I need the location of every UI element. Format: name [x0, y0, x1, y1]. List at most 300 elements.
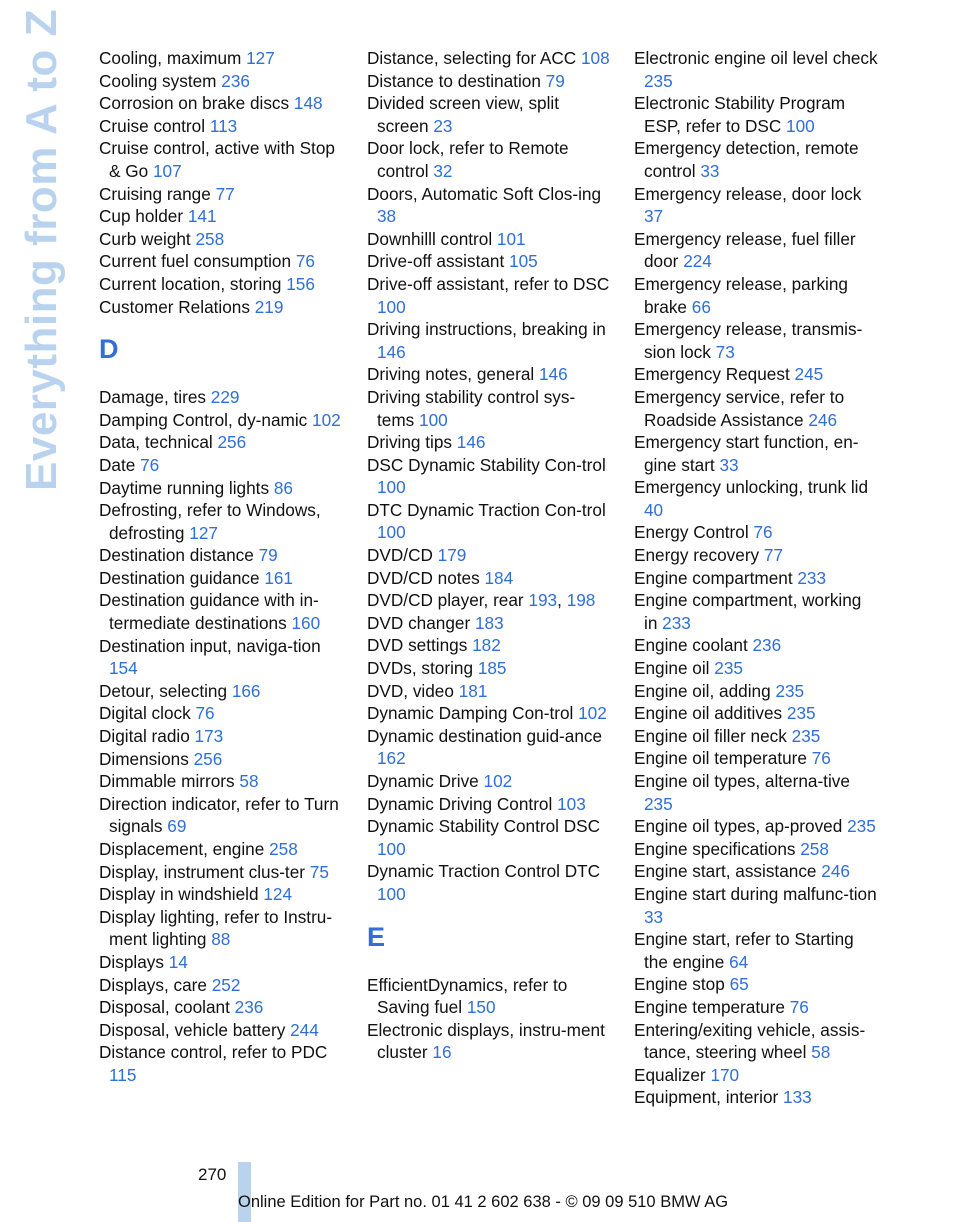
- index-entry: [99, 137, 344, 182]
- index-entry-term: EfficientDynamics, refer to Saving fuel: [367, 974, 568, 1018]
- index-entry-term: Engine oil temperature: [634, 748, 807, 769]
- index-entry: [634, 747, 879, 770]
- index-entry-term: Emergency detection, remote control: [634, 138, 859, 181]
- index-entry: [634, 770, 879, 815]
- page-link[interactable]: 252: [211, 974, 241, 995]
- index-entry-term: Emergency Request: [634, 364, 790, 385]
- page-link[interactable]: 77: [215, 183, 235, 204]
- page-number: 270: [198, 1165, 227, 1184]
- page-link[interactable]: 233: [797, 567, 827, 588]
- index-entry-term: Equipment, interior: [634, 1087, 779, 1108]
- page-link[interactable]: 244: [290, 1019, 319, 1040]
- index-entry-term: Dynamic Driving Control: [367, 793, 553, 814]
- page-link[interactable]: 64: [729, 951, 749, 972]
- page-link[interactable]: 79: [258, 545, 278, 566]
- index-entry-term: Dynamic destination guid-ance: [367, 725, 603, 746]
- page-link[interactable]: 235: [714, 658, 743, 679]
- index-entry: [367, 725, 612, 770]
- page-link[interactable]: 235: [644, 70, 673, 91]
- index-entry: [367, 454, 612, 499]
- page-link[interactable]: 101: [496, 228, 526, 249]
- index-entry-term: Distance, selecting for ACC: [367, 48, 577, 68]
- index-entry-term: Detour, selecting: [99, 680, 228, 701]
- page-link[interactable]: 76: [789, 996, 809, 1017]
- page-link[interactable]: 23: [433, 115, 453, 136]
- page-link[interactable]: 32: [433, 160, 453, 181]
- page-link[interactable]: 58: [811, 1042, 831, 1063]
- index-entry: [634, 1019, 879, 1064]
- page-link[interactable]: 235: [791, 725, 821, 746]
- page-link[interactable]: 179: [437, 545, 467, 566]
- index-entry-term: Door lock, refer to Remote control: [367, 138, 569, 181]
- index-entry: [634, 521, 879, 544]
- page-link[interactable]: 246: [808, 409, 838, 430]
- index-entry: [99, 974, 344, 997]
- page-link[interactable]: 150: [466, 997, 496, 1018]
- index-entry-term: Energy Control: [634, 522, 749, 543]
- page-link[interactable]: 235: [786, 703, 816, 724]
- index-entry: [99, 499, 344, 544]
- index-entry-term: Driving notes, general: [367, 364, 535, 385]
- index-entry-term: Energy recovery: [634, 545, 760, 566]
- index-entry: [367, 634, 612, 657]
- index-entry-term: DTC Dynamic Traction Con-trol: [367, 499, 606, 520]
- page-link[interactable]: 75: [309, 861, 329, 882]
- page-link[interactable]: 185: [477, 658, 507, 679]
- index-entry-term: Engine oil types, ap-proved: [634, 816, 843, 837]
- index-entry: [99, 296, 344, 319]
- side-tab-label: Everything from A to Z: [17, 9, 67, 491]
- index-entry: [99, 431, 344, 454]
- index-entry: [99, 183, 344, 206]
- index-entry: [99, 906, 344, 951]
- index-entry: [367, 793, 612, 816]
- page-link[interactable]: 113: [209, 115, 238, 136]
- index-entry: [634, 838, 879, 861]
- page-link[interactable]: 193: [528, 590, 558, 611]
- index-entry-term: Cruising range: [99, 183, 211, 204]
- index-entry-term: Daytime running lights: [99, 477, 270, 498]
- index-entry-term: Emergency release, transmis-sion lock: [634, 319, 863, 362]
- index-entry-term: Disposal, coolant: [99, 997, 230, 1018]
- page-link[interactable]: 219: [254, 296, 284, 317]
- page-link[interactable]: 236: [752, 635, 782, 656]
- index-entry: [367, 250, 612, 273]
- index-entry: [634, 680, 879, 703]
- page-link[interactable]: 162: [377, 748, 406, 769]
- index-entry-term: Electronic displays, instru-ment cluster: [367, 1019, 605, 1063]
- page-link[interactable]: 115: [109, 1064, 137, 1085]
- page-link[interactable]: 245: [794, 364, 824, 385]
- index-entry-term: Engine oil: [634, 658, 710, 679]
- index-entry: [367, 770, 612, 793]
- index-entry: [99, 996, 344, 1019]
- index-entry-term: DSC Dynamic Stability Con-trol: [367, 454, 606, 475]
- page-link[interactable]: 86: [273, 477, 293, 498]
- index-entry: [99, 589, 344, 634]
- index-entry: [99, 47, 344, 70]
- page-link[interactable]: 107: [152, 160, 182, 181]
- page-link[interactable]: 170: [710, 1064, 740, 1085]
- page-link[interactable]: 65: [729, 974, 749, 995]
- page-link[interactable]: 14: [168, 951, 188, 972]
- edition-footer: Online Edition for Part no. 01 41 2 602 638 - © 09 09 510 BMW AG: [238, 1193, 729, 1211]
- index-entry-term: Distance control, refer to PDC: [99, 1042, 328, 1063]
- index-entry-term: Displays, care: [99, 974, 207, 995]
- page-link[interactable]: 76: [140, 454, 160, 475]
- index-entry: [99, 1019, 344, 1042]
- page-link[interactable]: 33: [700, 160, 720, 181]
- page-link[interactable]: 33: [719, 454, 739, 475]
- page-link[interactable]: 37: [644, 206, 664, 227]
- index-entry: [634, 1064, 879, 1087]
- index-entry: [99, 838, 344, 861]
- index-entry: [634, 1086, 879, 1109]
- index-entry: [634, 815, 879, 838]
- index-entry-term: Displays: [99, 951, 164, 972]
- index-entry: [634, 431, 879, 476]
- page-link[interactable]: 258: [269, 839, 298, 859]
- page-link[interactable]: 173: [194, 726, 224, 747]
- index-letter-heading: D: [99, 334, 119, 365]
- index-entry: [367, 860, 612, 905]
- page-link[interactable]: 40: [644, 499, 664, 520]
- index-entry-term: Equalizer: [634, 1064, 706, 1085]
- section-side-tab: [17, 9, 67, 491]
- index-entry-term: Current location, storing: [99, 273, 282, 294]
- page-link[interactable]: 58: [239, 771, 259, 792]
- page-link[interactable]: 102: [483, 771, 513, 791]
- index-entry: [99, 1041, 344, 1086]
- page-link[interactable]: 236: [221, 70, 250, 91]
- index-entry-term: Emergency release, parking brake: [634, 273, 848, 317]
- page-link[interactable]: 108: [581, 48, 610, 68]
- index-entry-term: Engine start, refer to Starting the engine: [634, 929, 854, 972]
- index-entry-term: Engine start during malfunc-tion: [634, 883, 877, 904]
- index-entry-term: Damage, tires: [99, 387, 206, 408]
- index-entry: [367, 273, 612, 318]
- page-link[interactable]: 233: [662, 612, 691, 633]
- index-entry-term: Divided screen view, split screen: [367, 93, 560, 136]
- index-entry-term: Engine stop: [634, 974, 725, 995]
- index-entry: [634, 318, 879, 363]
- index-entry: [99, 250, 344, 273]
- index-entry-term: Engine temperature: [634, 996, 785, 1017]
- page-link[interactable]: 236: [234, 997, 264, 1018]
- page-link[interactable]: 182: [472, 635, 501, 656]
- index-entry-term: Engine specifications: [634, 838, 796, 859]
- page-link[interactable]: 148: [293, 93, 323, 114]
- index-entry-term: Emergency release, fuel filler door: [634, 228, 856, 272]
- index-entry: [634, 183, 879, 228]
- index-entry: [634, 973, 879, 996]
- page-link[interactable]: 235: [644, 793, 673, 814]
- page-link[interactable]: 154: [109, 658, 138, 679]
- index-entry-term: Electronic engine oil level check: [634, 48, 878, 68]
- page-link[interactable]: 100: [786, 115, 815, 136]
- index-entry: DVD/CD player, rear 193, 198: [367, 590, 596, 611]
- index-entry: [634, 273, 879, 318]
- index-entry: [99, 702, 344, 725]
- index-entry: [99, 409, 344, 432]
- page-link[interactable]: 100: [377, 296, 406, 317]
- index-entry-term: Engine start, assistance: [634, 861, 817, 882]
- index-entry-term: Display, instrument clus-ter: [99, 861, 305, 882]
- page-link[interactable]: 38: [377, 206, 397, 227]
- page-link[interactable]: 100: [377, 522, 406, 543]
- index-entry-term: Emergency start function, en-gine start: [634, 432, 859, 475]
- index-entry: [99, 748, 344, 771]
- index-entry-term: Cup holder: [99, 206, 184, 227]
- page-link[interactable]: 235: [775, 680, 805, 701]
- index-entry-term: Defrosting, refer to Windows, defrosting: [99, 500, 321, 543]
- index-entry-term: Emergency service, refer to Roadside Assistance: [634, 386, 845, 430]
- index-entry-term: Cruise control, active with Stop & Go: [99, 138, 335, 181]
- index-entry-term: Engine compartment, working in: [634, 590, 862, 633]
- index-entry: [367, 1019, 612, 1064]
- page-link[interactable]: 16: [432, 1042, 452, 1063]
- index-entry: [99, 951, 344, 974]
- index-entry: [367, 47, 612, 70]
- index-entry-term: Corrosion on brake discs: [99, 93, 290, 114]
- index-entry-term: Distance to destination: [367, 70, 541, 91]
- index-entry-term: Driving stability control sys-tems: [367, 386, 576, 430]
- index-entry: [634, 386, 879, 431]
- index-entry: [367, 92, 612, 137]
- index-entry: [634, 928, 879, 973]
- index-entry: [99, 273, 344, 296]
- index-entry: [634, 476, 879, 521]
- index-entry: [634, 567, 879, 590]
- index-entry: [634, 228, 879, 273]
- index-entry-term: Engine compartment: [634, 567, 793, 588]
- index-entry-term: Engine oil additives: [634, 703, 783, 724]
- index-entry-term: Display in windshield: [99, 884, 259, 905]
- page-link[interactable]: 235: [847, 816, 876, 837]
- page-link[interactable]: 100: [377, 477, 406, 498]
- page-link[interactable]: 102: [578, 703, 607, 724]
- index-entry: [367, 363, 612, 386]
- index-entry: [634, 363, 879, 386]
- index-entry: [99, 770, 344, 793]
- index-entry: [99, 454, 344, 477]
- index-entry-term: DVD settings: [367, 635, 468, 656]
- page-link[interactable]: 127: [189, 522, 218, 543]
- index-entry-term: DVD/CD: [367, 545, 433, 566]
- page-link[interactable]: 103: [557, 793, 586, 814]
- index-entry: [99, 477, 344, 500]
- index-entry-term: Downhilll control: [367, 228, 493, 249]
- index-column-1: [99, 47, 344, 1087]
- index-entry-term: Destination guidance with in-termediate destinations: [99, 590, 319, 634]
- page-link[interactable]: 76: [295, 251, 315, 272]
- index-entry-term: Engine oil, adding: [634, 680, 771, 701]
- page-link[interactable]: 258: [195, 228, 225, 249]
- page-link[interactable]: 33: [644, 906, 664, 927]
- page-link[interactable]: 198: [566, 590, 596, 611]
- index-entry: [367, 318, 612, 363]
- page-link[interactable]: 100: [419, 409, 448, 430]
- index-entry-term: Engine oil types, alterna-tive: [634, 771, 850, 791]
- page-link[interactable]: 146: [538, 364, 568, 385]
- page-link[interactable]: 256: [193, 748, 223, 769]
- page-link[interactable]: 141: [187, 206, 217, 227]
- index-entry: [367, 567, 612, 590]
- index-entry: [367, 137, 612, 182]
- index-entry: [99, 92, 344, 115]
- page-link[interactable]: 161: [264, 567, 293, 588]
- index-entry: [99, 544, 344, 567]
- index-entry: [634, 725, 879, 748]
- index-entry: [367, 657, 612, 680]
- page-link[interactable]: 88: [211, 929, 231, 950]
- index-entry-term: Disposal, vehicle battery: [99, 1019, 286, 1040]
- index-entry: [634, 702, 879, 725]
- page-link[interactable]: 76: [195, 703, 215, 724]
- index-entry-term: Cooling, maximum: [99, 48, 242, 68]
- page-link[interactable]: 124: [263, 884, 293, 905]
- index-entry: [367, 612, 612, 635]
- index-entry: [634, 860, 879, 883]
- page-link[interactable]: 224: [683, 251, 712, 272]
- index-entry: [367, 70, 612, 93]
- index-entry-term: Damping Control, dy-namic: [99, 409, 308, 430]
- index-column-2: [367, 47, 612, 1064]
- page-link[interactable]: 105: [509, 251, 538, 272]
- index-entry-term: DVD, video: [367, 680, 454, 701]
- page-link[interactable]: 100: [377, 838, 406, 859]
- index-entry: [367, 499, 612, 544]
- index-entry-term: Dimensions: [99, 748, 189, 769]
- page-link[interactable]: 79: [545, 70, 565, 91]
- page-link[interactable]: 100: [377, 883, 406, 904]
- index-entry-term: Current fuel consumption: [99, 251, 292, 272]
- page-link[interactable]: 160: [291, 613, 321, 634]
- index-entry: [367, 680, 612, 703]
- index-entry: [634, 47, 879, 92]
- index-entry-term: Dimmable mirrors: [99, 771, 235, 792]
- page-link[interactable]: 183: [474, 612, 504, 633]
- index-entry-term: Display lighting, refer to Instru-ment lighting: [99, 906, 333, 950]
- index-entry: [99, 725, 344, 748]
- page-link[interactable]: 146: [377, 341, 406, 362]
- index-entry: [367, 702, 612, 725]
- page-link[interactable]: 102: [312, 409, 341, 430]
- index-entry: [99, 861, 344, 884]
- index-entry: [367, 431, 612, 454]
- index-entry-term: Electronic Stability Program ESP, refer to DSC: [634, 93, 846, 136]
- index-entry-term: Cruise control: [99, 115, 206, 136]
- index-entry: [367, 815, 612, 860]
- index-entry: [634, 657, 879, 680]
- index-entry-term: Dynamic Drive: [367, 771, 479, 791]
- index-entry-term: DVD changer: [367, 612, 471, 633]
- index-column-3: [634, 47, 879, 1109]
- page-link[interactable]: 246: [821, 861, 850, 882]
- page-link[interactable]: 127: [246, 48, 275, 68]
- index-entry: [99, 793, 344, 838]
- page-link[interactable]: 66: [691, 296, 711, 317]
- index-entry: [99, 883, 344, 906]
- index-entry: [367, 386, 612, 431]
- index-entry-term: Dynamic Stability Control DSC: [367, 816, 601, 837]
- index-entry: [634, 634, 879, 657]
- index-entry-term: Drive-off assistant: [367, 251, 505, 272]
- index-entry: [367, 544, 612, 567]
- index-entry-term: Destination input, naviga-tion: [99, 635, 321, 656]
- index-entry-term: DVD/CD notes: [367, 567, 480, 588]
- index-entry: [634, 92, 879, 137]
- index-entry: [99, 228, 344, 251]
- page-link[interactable]: 76: [753, 522, 773, 543]
- index-entry-term: Customer Relations: [99, 296, 250, 317]
- index-entry-term: Engine coolant: [634, 635, 748, 656]
- page-link[interactable]: 69: [167, 816, 187, 837]
- page-link[interactable]: 166: [231, 680, 261, 701]
- index-entry: [634, 589, 879, 634]
- index-entry-term: Engine oil filler neck: [634, 725, 787, 746]
- index-entry-term: Entering/exiting vehicle, assis-tance, steering wheel: [634, 1019, 866, 1063]
- index-entry: [99, 70, 344, 93]
- page-link[interactable]: 181: [458, 680, 488, 701]
- page-link[interactable]: 184: [484, 567, 514, 588]
- index-entry-term: Drive-off assistant, refer to DSC: [367, 273, 610, 294]
- index-entry-term: Doors, Automatic Soft Clos-ing: [367, 183, 602, 204]
- index-entry: [367, 183, 612, 228]
- index-entry-term: Digital radio: [99, 726, 190, 747]
- index-entry-term: Emergency release, door lock: [634, 183, 862, 204]
- page-link[interactable]: 76: [811, 748, 831, 769]
- index-entry-term: Destination guidance: [99, 567, 260, 588]
- index-entry-term: Direction indicator, refer to Turn signals: [99, 793, 339, 837]
- page-link[interactable]: 256: [217, 432, 247, 453]
- index-entry: [634, 544, 879, 567]
- page-link[interactable]: 156: [286, 273, 315, 294]
- footer-accent-bar: [238, 1162, 251, 1222]
- index-entry: [99, 386, 344, 409]
- index-entry: [367, 974, 612, 1019]
- page-link[interactable]: 73: [715, 341, 735, 362]
- index-entry-term: Curb weight: [99, 228, 191, 249]
- index-entry-term: Dynamic Damping Con-trol: [367, 703, 574, 724]
- index-entry-term: Data, technical: [99, 432, 213, 453]
- index-entry-term: DVDs, storing: [367, 658, 474, 679]
- index-entry-term: Dynamic Traction Control DTC: [367, 861, 601, 882]
- index-letter-heading: E: [367, 921, 386, 952]
- index-entry-term: Driving tips: [367, 432, 453, 453]
- index-entry: [634, 996, 879, 1019]
- page-link[interactable]: 229: [210, 387, 240, 408]
- index-entry-term: Displacement, engine: [99, 839, 265, 859]
- index-entry-term: Destination distance: [99, 545, 254, 566]
- index-entry-term: DVD/CD player, rear: [367, 590, 524, 611]
- page-link[interactable]: 133: [783, 1087, 812, 1108]
- index-entry: [99, 680, 344, 703]
- index-entry-term: Cooling system: [99, 70, 217, 91]
- index-entry: [367, 228, 612, 251]
- index-entry-term: Emergency unlocking, trunk lid: [634, 477, 869, 498]
- page-link[interactable]: 258: [800, 838, 829, 859]
- index-entry: [634, 137, 879, 182]
- page-link[interactable]: 146: [456, 432, 486, 453]
- index-entry: [99, 205, 344, 228]
- index-entry: [99, 115, 344, 138]
- index-entry: [634, 883, 879, 928]
- index-entry: [99, 567, 344, 590]
- page-link[interactable]: 77: [763, 545, 784, 566]
- index-entry: [99, 635, 344, 680]
- index-entry-term: Date: [99, 454, 136, 475]
